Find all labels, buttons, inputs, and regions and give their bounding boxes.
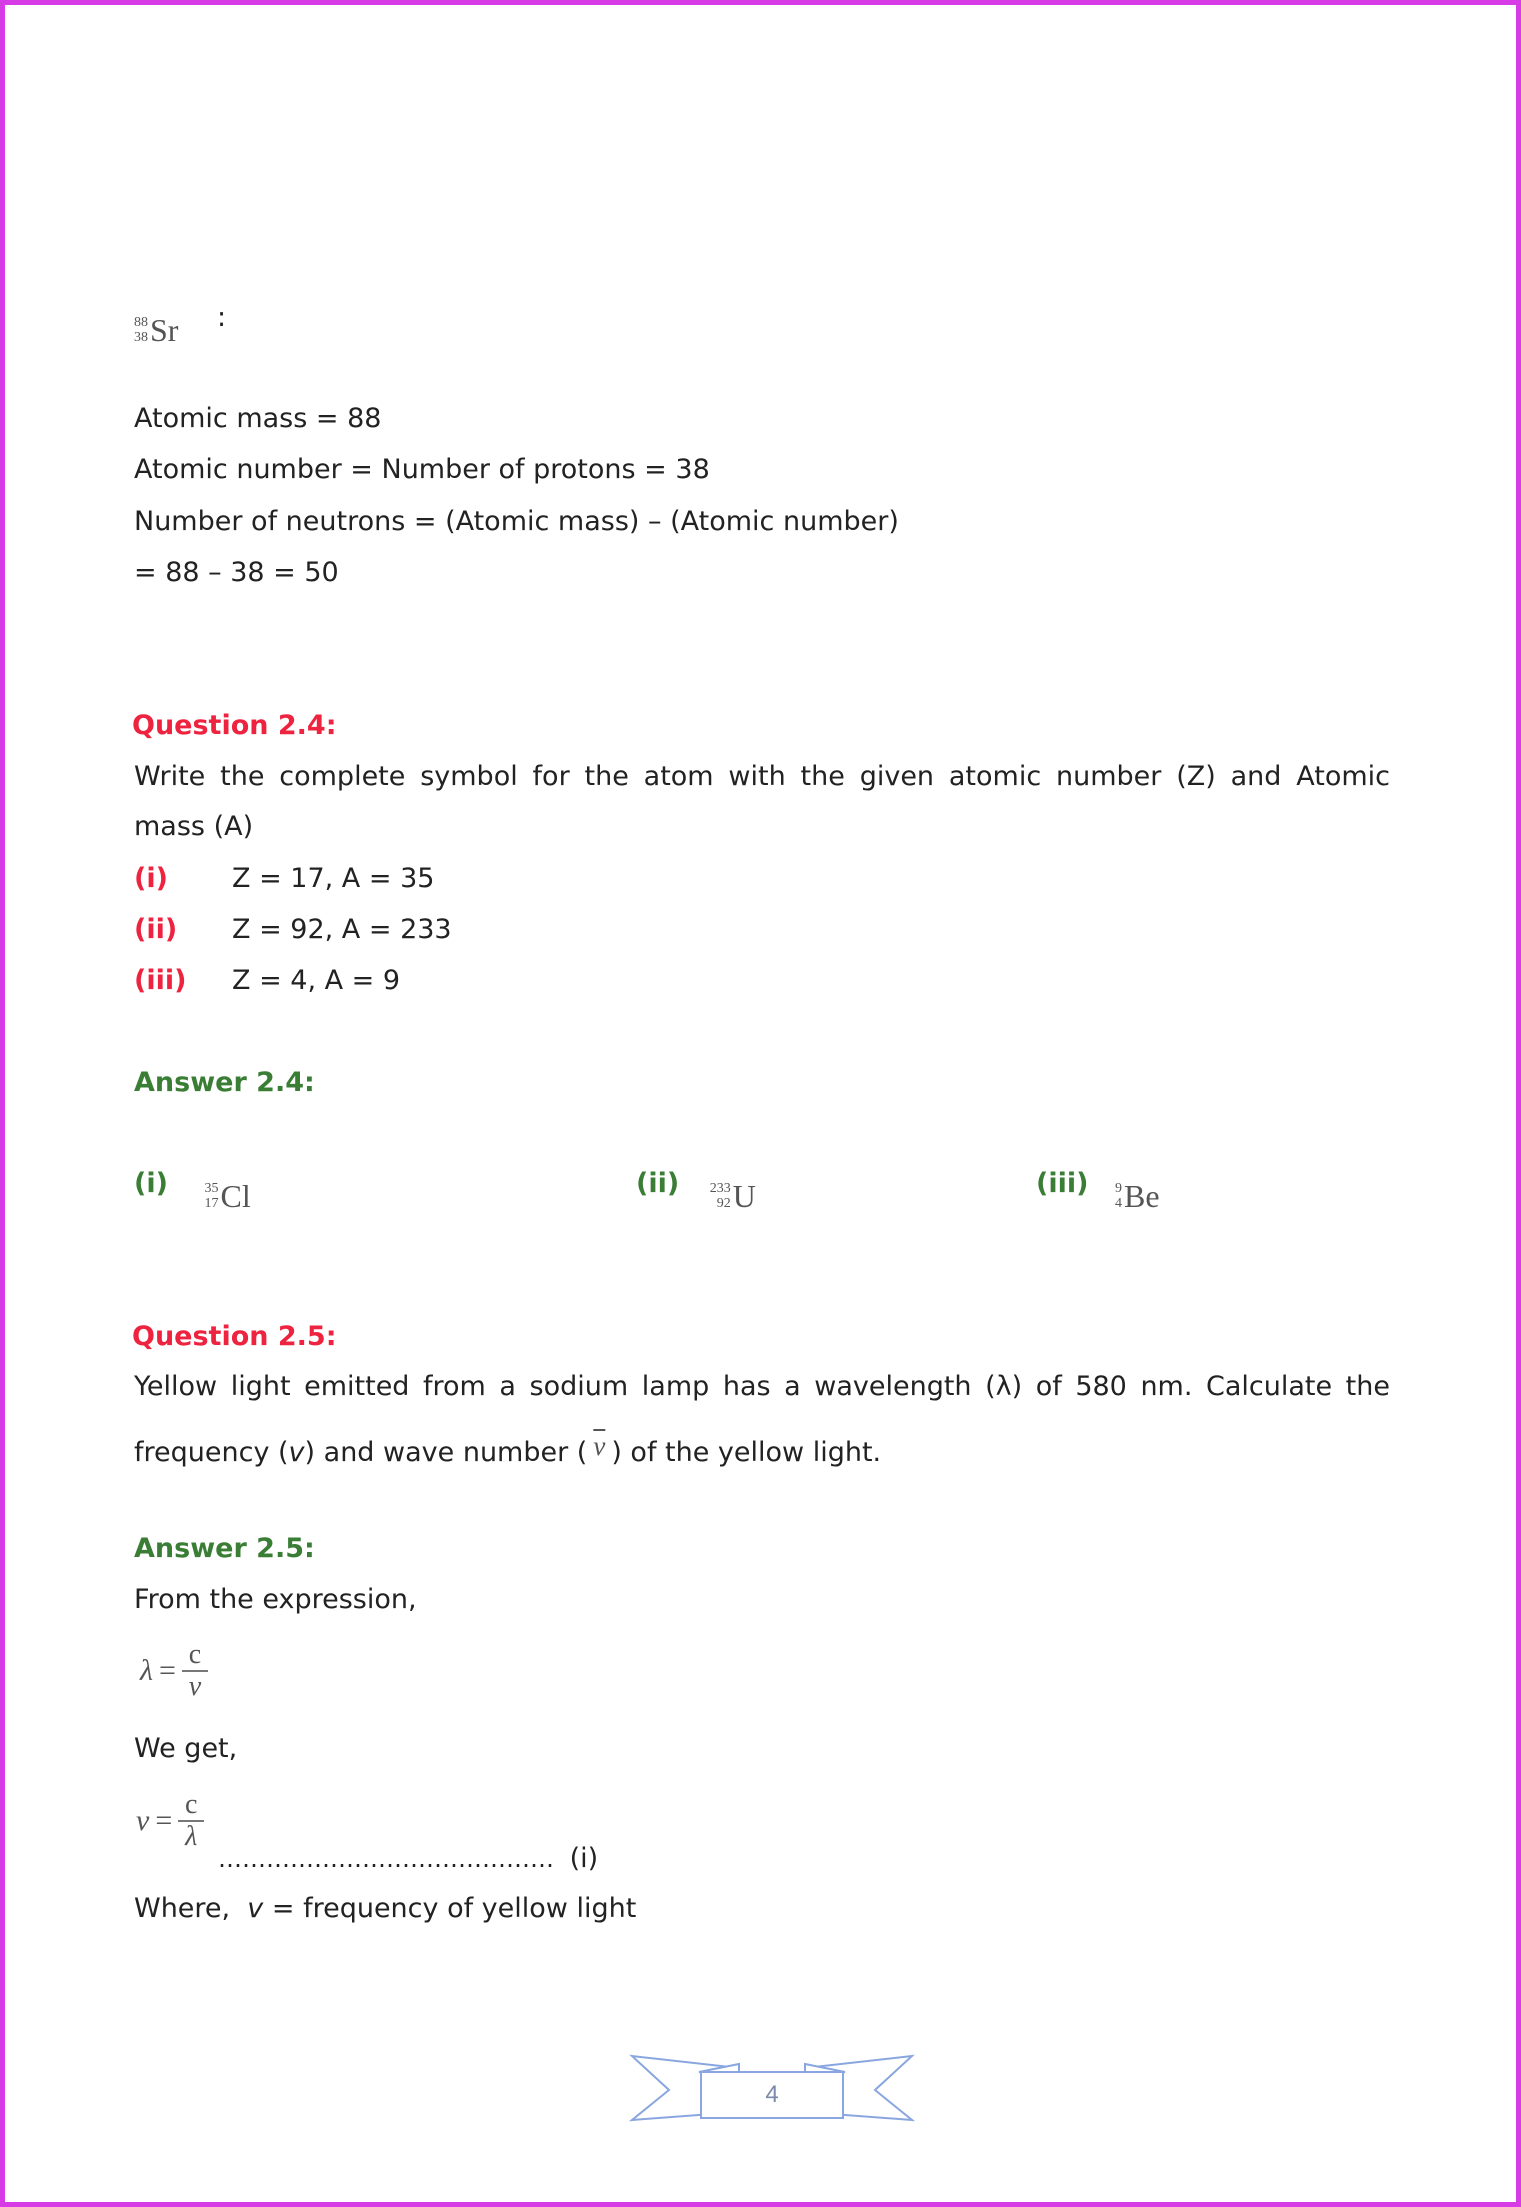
question-2-5-text-2	[134, 1428, 881, 1471]
wave-number-symbol: $\overline{\nu}$	[593, 1431, 606, 1461]
text: ) of the yellow light.	[611, 1437, 882, 1468]
item-label: (i)	[134, 863, 168, 894]
question-2-4-text: Write the complete symbol for the atom with the given atomic number (Z) and Atomic	[134, 761, 1390, 792]
sr-line-4: = 88 – 38 = 50	[134, 557, 339, 588]
sr-line-2: Atomic number = Number of protons = 38	[134, 454, 710, 485]
cl-isotope	[205, 1178, 251, 1214]
be-isotope	[1115, 1178, 1160, 1214]
question-2-4-text-2: mass (A)	[134, 811, 254, 842]
lhs: λ	[140, 1654, 153, 1687]
mass-number: 233	[709, 1181, 731, 1196]
we-get: We get,	[134, 1733, 238, 1764]
element-symbol: Be	[1124, 1178, 1160, 1214]
item-text: Z = 4, A = 9	[232, 965, 401, 996]
sr-line-1: Atomic mass = 88	[134, 403, 382, 434]
text: Where,	[134, 1893, 248, 1924]
item-text: Z = 17, A = 35	[232, 863, 435, 894]
item-label: (ii)	[134, 914, 178, 945]
element-symbol: Cl	[220, 1178, 251, 1214]
q24-item-3	[134, 963, 400, 999]
colon: :	[217, 302, 227, 333]
fraction	[178, 1790, 204, 1852]
page-number: 4	[765, 2081, 779, 2108]
item-text: Z = 92, A = 233	[232, 914, 452, 945]
equals: =	[159, 1654, 176, 1687]
lhs: ν	[136, 1804, 150, 1837]
question-2-5-text: Yellow light emitted from a sodium lamp has a wavelength (λ) of 580 nm. Calculate the	[134, 1371, 1390, 1402]
q24-item-2	[134, 912, 452, 948]
a24-item-2	[636, 1166, 756, 1214]
atomic-number: 4	[1115, 1196, 1123, 1211]
mass-number: 88	[134, 315, 148, 330]
from-expression: From the expression,	[134, 1584, 417, 1615]
a24-item-3	[1036, 1166, 1160, 1214]
a24-item-1	[134, 1166, 251, 1214]
text: ) and wave number (	[304, 1437, 588, 1468]
numerator: c	[185, 1789, 198, 1820]
equals: =	[155, 1804, 173, 1837]
item-label: (iii)	[134, 965, 187, 996]
item-label: (i)	[134, 1168, 168, 1199]
atomic-number: 92	[716, 1196, 731, 1211]
element-symbol: Sr	[150, 312, 179, 348]
q24-item-1	[134, 861, 434, 897]
text: frequency (	[134, 1437, 289, 1468]
atomic-number: 17	[204, 1196, 219, 1211]
equation-tag: (i)	[569, 1843, 599, 1874]
nu-symbol: v	[288, 1437, 305, 1468]
nu-symbol: v	[247, 1893, 264, 1924]
sr-isotope	[134, 312, 178, 348]
u-isotope	[710, 1178, 756, 1214]
item-label: (ii)	[636, 1168, 680, 1199]
mass-number: 35	[204, 1181, 219, 1196]
fraction	[182, 1640, 208, 1702]
sr-line-3: Number of neutrons = (Atomic mass) – (Atomic number)	[134, 506, 899, 537]
formula-lambda	[140, 1640, 208, 1702]
denominator: λ	[185, 1821, 198, 1852]
item-label: (iii)	[1036, 1168, 1089, 1199]
text: = frequency of yellow light	[263, 1893, 637, 1924]
where-line	[134, 1891, 636, 1927]
formula-nu	[136, 1790, 204, 1852]
dots: ……………………………………	[218, 1845, 554, 1873]
answer-2-5-heading: Answer 2.5:	[134, 1533, 315, 1564]
sr-symbol-line	[134, 300, 226, 348]
page-number-ribbon	[629, 2050, 915, 2132]
question-2-5-heading: Question 2.5:	[132, 1321, 337, 1352]
numerator: c	[188, 1639, 202, 1670]
denominator: ν	[188, 1671, 202, 1702]
equation-leader	[218, 1841, 598, 1877]
answer-2-4-heading: Answer 2.4:	[134, 1067, 315, 1098]
question-2-4-heading: Question 2.4:	[132, 710, 337, 741]
atomic-number: 38	[134, 330, 148, 345]
element-symbol: U	[732, 1178, 756, 1214]
mass-number: 9	[1115, 1181, 1123, 1196]
